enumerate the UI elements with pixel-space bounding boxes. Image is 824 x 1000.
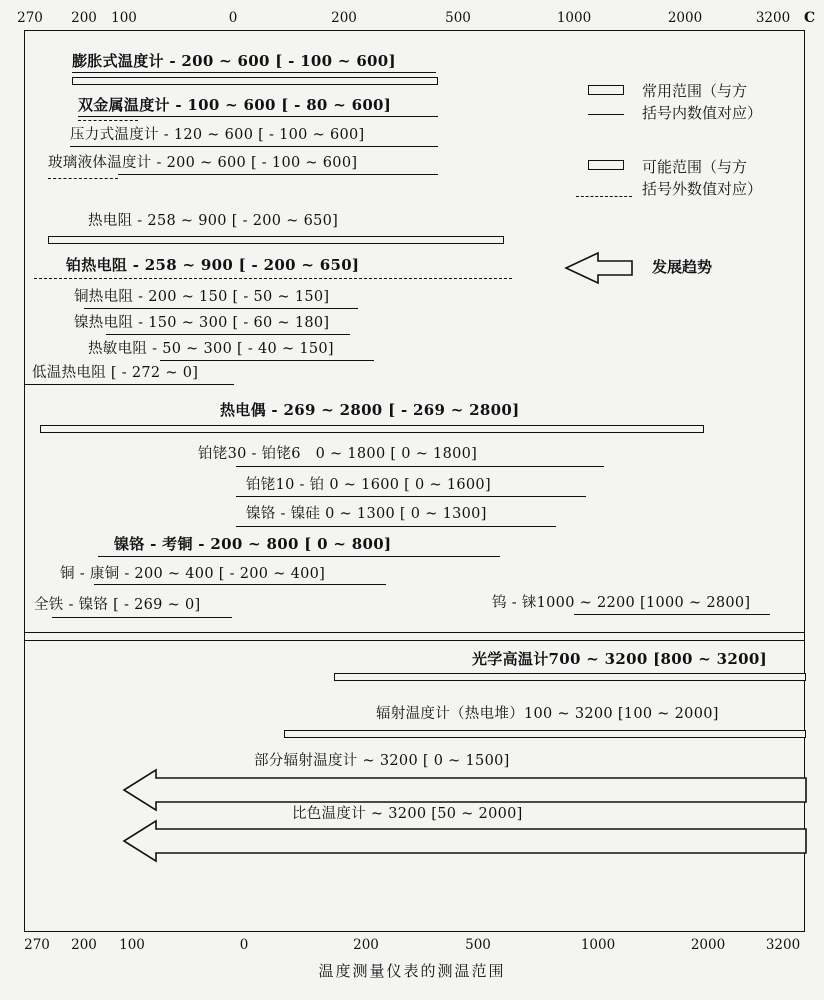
top-axis-tick: 270 xyxy=(17,10,43,26)
instrument-label: 部分辐射温度计 ~ 3200 [ 0 ~ 1500] xyxy=(254,753,510,769)
instrument-label: 钨 - 铼1000 ~ 2200 [1000 ~ 2800] xyxy=(492,595,751,611)
instrument-label: 低温热电阻 [ - 272 ~ 0] xyxy=(32,365,199,381)
bottom-axis-tick: 200 xyxy=(353,937,379,953)
instrument-label: 铂铑30 - 铂铑6 0 ~ 1800 [ 0 ~ 1800] xyxy=(198,446,478,462)
bottom-axis-tick: 200 xyxy=(71,937,97,953)
top-axis-tick: 2000 xyxy=(667,10,703,26)
legend-possible-line xyxy=(576,196,632,197)
instrument-label: 铜热电阻 - 200 ~ 150 [ - 50 ~ 150] xyxy=(74,289,330,305)
unit-label: C xyxy=(804,10,816,26)
figure-caption: 温度测量仪表的测温范围 xyxy=(318,962,506,980)
instrument-label: 镍热电阻 - 150 ~ 300 [ - 60 ~ 180] xyxy=(74,315,330,331)
trend-arrow-partial-radiation xyxy=(124,770,806,810)
bottom-axis-tick: 270 xyxy=(24,937,50,953)
bottom-axis-tick: 3200 xyxy=(765,937,801,953)
legend-trend-arrow xyxy=(566,253,632,283)
legend-common-box xyxy=(588,85,624,95)
bottom-axis-tick: 500 xyxy=(465,937,491,953)
instrument-label: 双金属温度计 - 100 ~ 600 [ - 80 ~ 600] xyxy=(78,96,392,114)
instrument-label: 光学高温计700 ~ 3200 [800 ~ 3200] xyxy=(472,650,767,668)
instrument-label: 压力式温度计 - 120 ~ 600 [ - 100 ~ 600] xyxy=(70,127,365,143)
top-axis-tick: 0 xyxy=(228,10,238,26)
top-axis-tick: 3200 xyxy=(755,10,791,26)
legend-possible-label: 可能范围（与方 括号外数值对应） xyxy=(642,158,763,198)
instrument-label: 玻璃液体温度计 - 200 ~ 600 [ - 100 ~ 600] xyxy=(48,155,358,171)
top-axis-tick: 500 xyxy=(445,10,471,26)
legend-possible-box xyxy=(588,160,624,170)
top-axis-tick: 1000 xyxy=(556,10,592,26)
legend-trend-label: 发展趋势 xyxy=(652,258,713,276)
trend-arrow-ratio-pyrometer xyxy=(124,821,806,861)
instrument-label: 镍铬 - 镍硅 0 ~ 1300 [ 0 ~ 1300] xyxy=(246,506,487,522)
instrument-label: 铂铑10 - 铂 0 ~ 1600 [ 0 ~ 1600] xyxy=(246,477,491,493)
legend-common-line xyxy=(588,114,624,115)
instrument-label: 全铁 - 镍铬 [ - 269 ~ 0] xyxy=(34,597,201,613)
bottom-axis-tick: 1000 xyxy=(580,937,616,953)
bottom-axis-tick: 100 xyxy=(119,937,145,953)
legend-common-label: 常用范围（与方 括号内数值对应） xyxy=(642,82,763,122)
top-axis-tick: 200 xyxy=(71,10,97,26)
instrument-label: 辐射温度计（热电堆）100 ~ 3200 [100 ~ 2000] xyxy=(376,706,719,722)
top-axis-tick: 200 xyxy=(331,10,357,26)
instrument-label: 膨胀式温度计 - 200 ~ 600 [ - 100 ~ 600] xyxy=(72,52,396,70)
instrument-label: 铜 - 康铜 - 200 ~ 400 [ - 200 ~ 400] xyxy=(60,566,326,582)
instrument-label: 热敏电阻 - 50 ~ 300 [ - 40 ~ 150] xyxy=(88,341,334,357)
bottom-axis-tick: 2000 xyxy=(690,937,726,953)
instrument-label: 热电阻 - 258 ~ 900 [ - 200 ~ 650] xyxy=(88,213,339,229)
instrument-label: 热电偶 - 269 ~ 2800 [ - 269 ~ 2800] xyxy=(220,401,520,419)
instrument-label: 镍铬 - 考铜 - 200 ~ 800 [ 0 ~ 800] xyxy=(114,535,392,553)
top-axis-tick: 100 xyxy=(111,10,137,26)
bottom-axis-tick: 0 xyxy=(239,937,249,953)
instrument-label: 比色温度计 ~ 3200 [50 ~ 2000] xyxy=(292,806,523,822)
instrument-label: 铂热电阻 - 258 ~ 900 [ - 200 ~ 650] xyxy=(66,256,360,274)
